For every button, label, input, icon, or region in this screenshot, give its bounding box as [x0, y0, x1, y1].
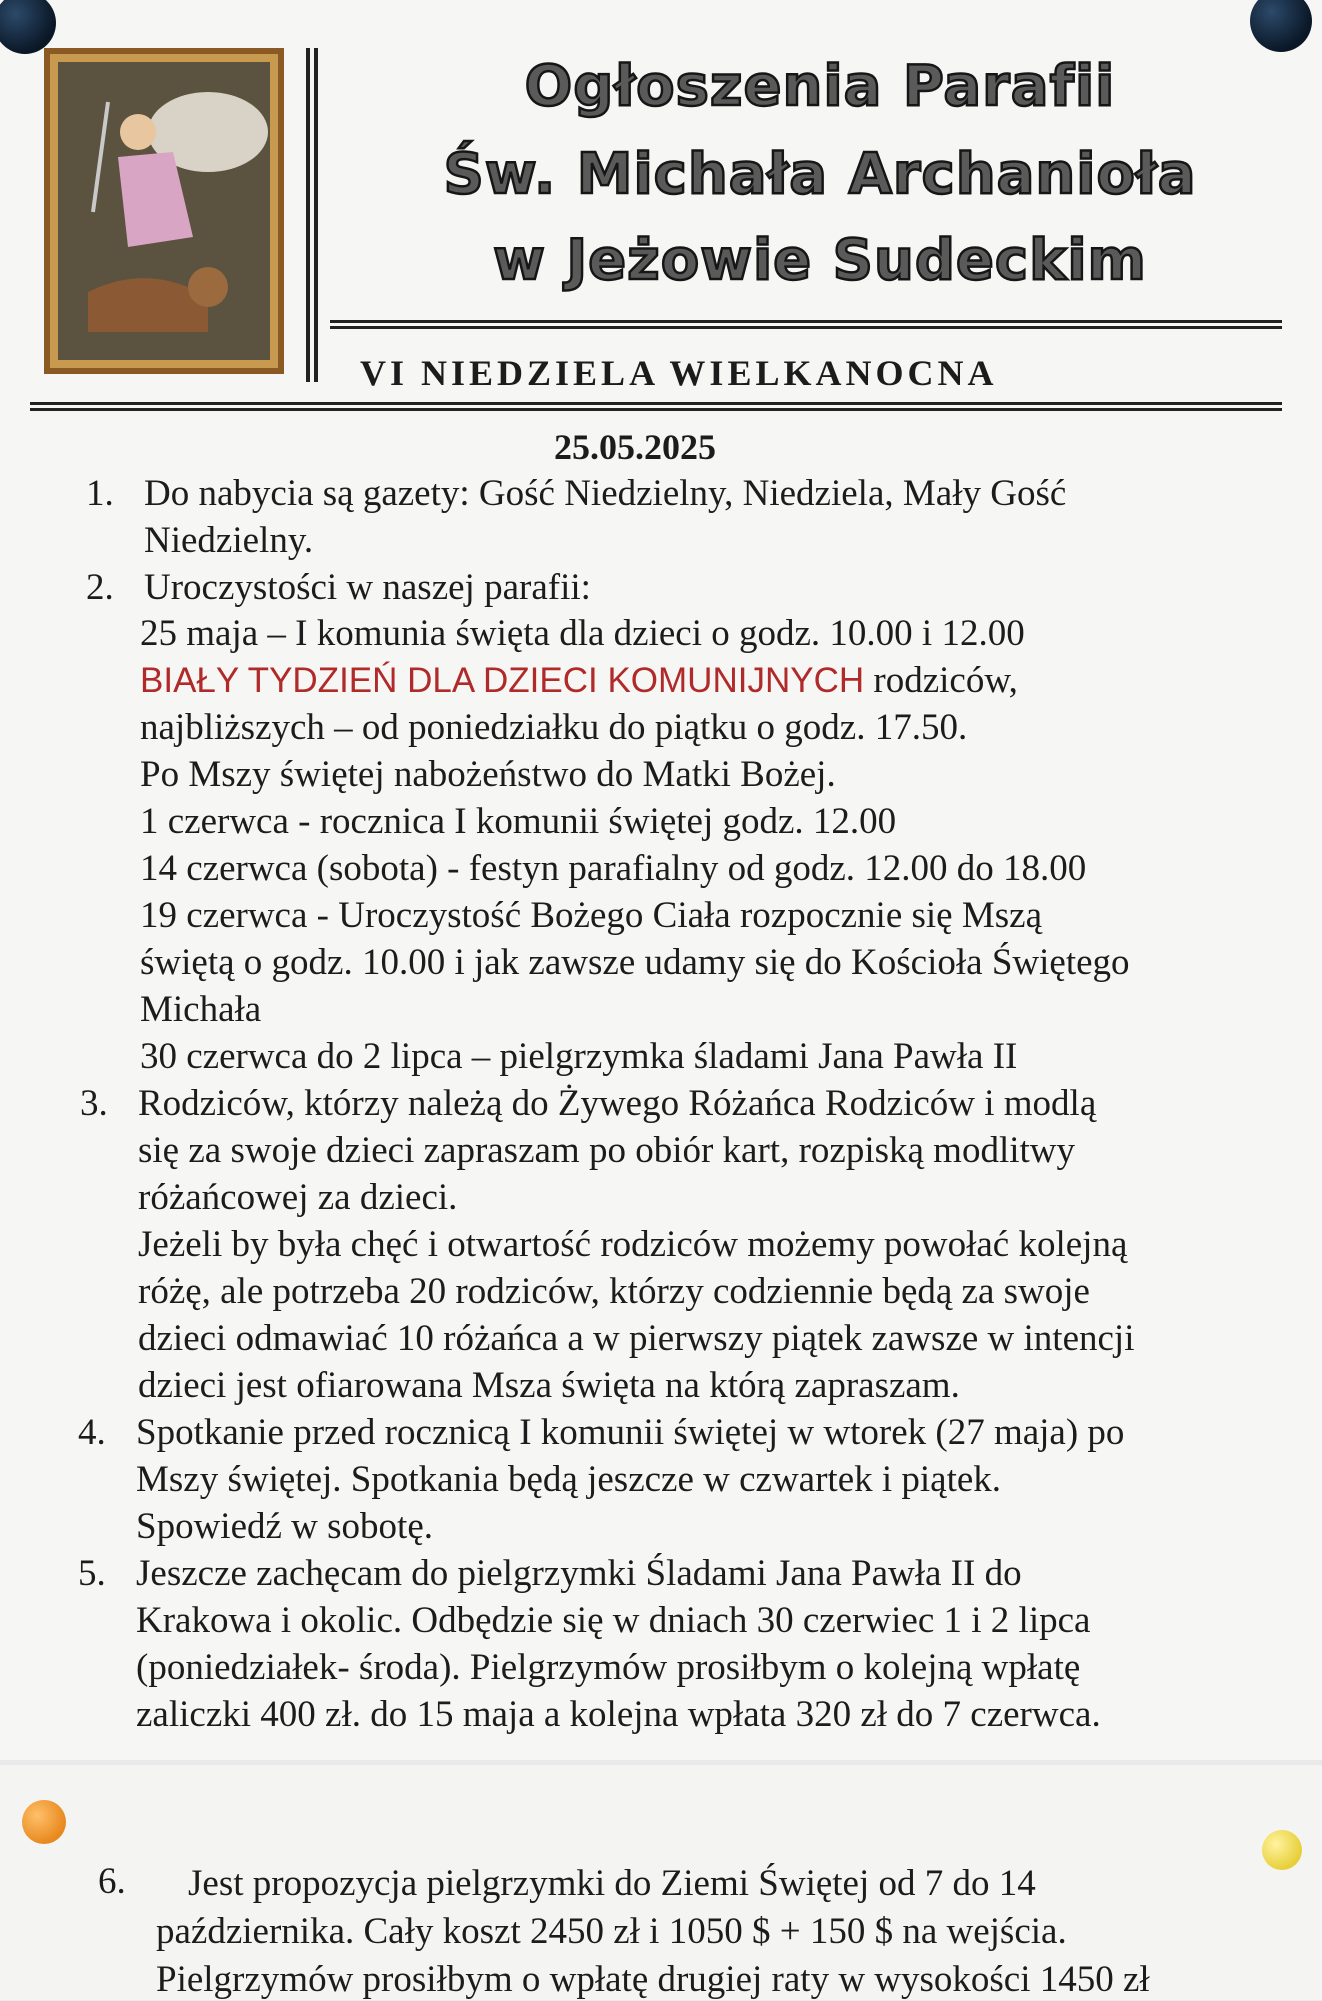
item-text-line: Jeszcze zachęcam do pielgrzymki Śladami Jana Pawła II do — [136, 1553, 1022, 1594]
item-text-line: 25 maja – I komunia święta dla dzieci o godz. 10.00 i 12.00 — [140, 613, 1025, 654]
item-text-line: się za swoje dzieci zapraszam po obiór kart, rozpiską modlitwy — [138, 1130, 1076, 1171]
item-text-line: zaliczki 400 zł. do 15 maja a kolejna wpłata 320 zł do 7 czerwca. — [136, 1694, 1101, 1735]
item-text-line: Spotkanie przed rocznicą I komunii świętej w wtorek (27 maja) po — [136, 1412, 1125, 1453]
item-text-line: Spowiedź w sobotę. — [136, 1506, 433, 1547]
item-number: 4. — [78, 1412, 106, 1453]
item-text-line: Rodziców, którzy należą do Żywego Różańca Rodziców i modlą — [138, 1083, 1097, 1124]
item-text-line: dzieci odmawiać 10 różańca a w pierwszy piątek zawsze w intencji — [138, 1318, 1135, 1359]
item-text-line: 19 czerwca - Uroczystość Bożego Ciała rozpocznie się Mszą — [140, 895, 1043, 936]
item-text-line: dzieci jest ofiarowana Msza święta na którą zapraszam. — [138, 1365, 960, 1406]
item-text-fragment: rodziców, — [864, 660, 1018, 701]
item-text-line: 30 czerwca do 2 lipca – pielgrzymka śladami Jana Pawła II — [140, 1036, 1018, 1077]
white-week-heading: BIAŁY TYDZIEŃ DLA DZIECI KOMUNIJNYCH — [140, 661, 865, 700]
item-text-line-highlight — [140, 659, 1018, 702]
item-text-line: Michała — [140, 989, 262, 1030]
pushpin-icon — [22, 1800, 66, 1844]
item-text-line: Uroczystości w naszej parafii: — [144, 567, 591, 608]
item-text-line: (poniedziałek- środa). Pielgrzymów prosiłbym o kolejną wpłatę — [136, 1647, 1081, 1688]
item-text-line: Pielgrzymów prosiłbym o wpłatę drugiej raty w wysokości 1450 zł — [156, 1959, 1150, 2000]
announcement-date: 25.05.2025 — [554, 427, 716, 467]
archangel-icon — [44, 48, 284, 374]
item-text-line: 14 czerwca (sobota) - festyn parafialny od godz. 12.00 do 18.00 — [140, 848, 1087, 889]
item-text-line: Jest propozycja pielgrzymki do Ziemi Świętej od 7 do 14 — [188, 1863, 1036, 1904]
sunday-subtitle: VI NIEDZIELA WIELKANOCNA — [360, 353, 998, 393]
item-text-line: października. Cały koszt 2450 zł i 1050 $ + 150 $ na wejścia. — [156, 1911, 1067, 1952]
item-number: 3. — [80, 1083, 108, 1124]
item-text-line: różę, ale potrzeba 20 rodziców, którzy codziennie będą za swoje — [138, 1271, 1090, 1312]
item-text-line: Niedzielny. — [144, 520, 314, 561]
title-line-3: w Jeżowie Sudeckim — [493, 228, 1147, 293]
item-text-line: świętą o godz. 10.00 i jak zawsze udamy się do Kościoła Świętego — [140, 942, 1130, 983]
item-text-line: Po Mszy świętej nabożeństwo do Matki Bożej. — [140, 754, 836, 795]
item-text-line: 1 czerwca - rocznica I komunii świętej godz. 12.00 — [140, 801, 897, 842]
title-line-2: Św. Michała Archanioła — [443, 142, 1197, 207]
vertical-divider — [306, 48, 318, 382]
item-number: 2. — [86, 567, 114, 608]
item-text-line: najbliższych – od poniedziałku do piątku o godz. 17.50. — [140, 707, 968, 748]
item-text-line: Do nabycia są gazety: Gość Niedzielny, Niedziela, Mały Gość — [144, 473, 1067, 514]
item-number: 1. — [86, 473, 114, 514]
header-rule — [30, 402, 1282, 411]
item-text-line: różańcowej za dzieci. — [138, 1177, 458, 1218]
item-text-line: Jeżeli by była chęć i otwartość rodziców możemy powołać kolejną — [138, 1224, 1128, 1265]
item-text-line: Krakowa i okolic. Odbędzie się w dniach 30 czerwiec 1 i 2 lipca — [136, 1600, 1091, 1641]
pushpin-icon — [1262, 1830, 1302, 1870]
title-line-1: Ogłoszenia Parafii — [524, 54, 1116, 119]
item-text-line: Mszy świętej. Spotkania będą jeszcze w czwartek i piątek. — [136, 1459, 1002, 1500]
item-number: 5. — [78, 1553, 106, 1594]
archangel-icon-image — [58, 62, 270, 360]
item-number: 6. — [98, 1861, 126, 1902]
title-rule — [330, 320, 1282, 329]
